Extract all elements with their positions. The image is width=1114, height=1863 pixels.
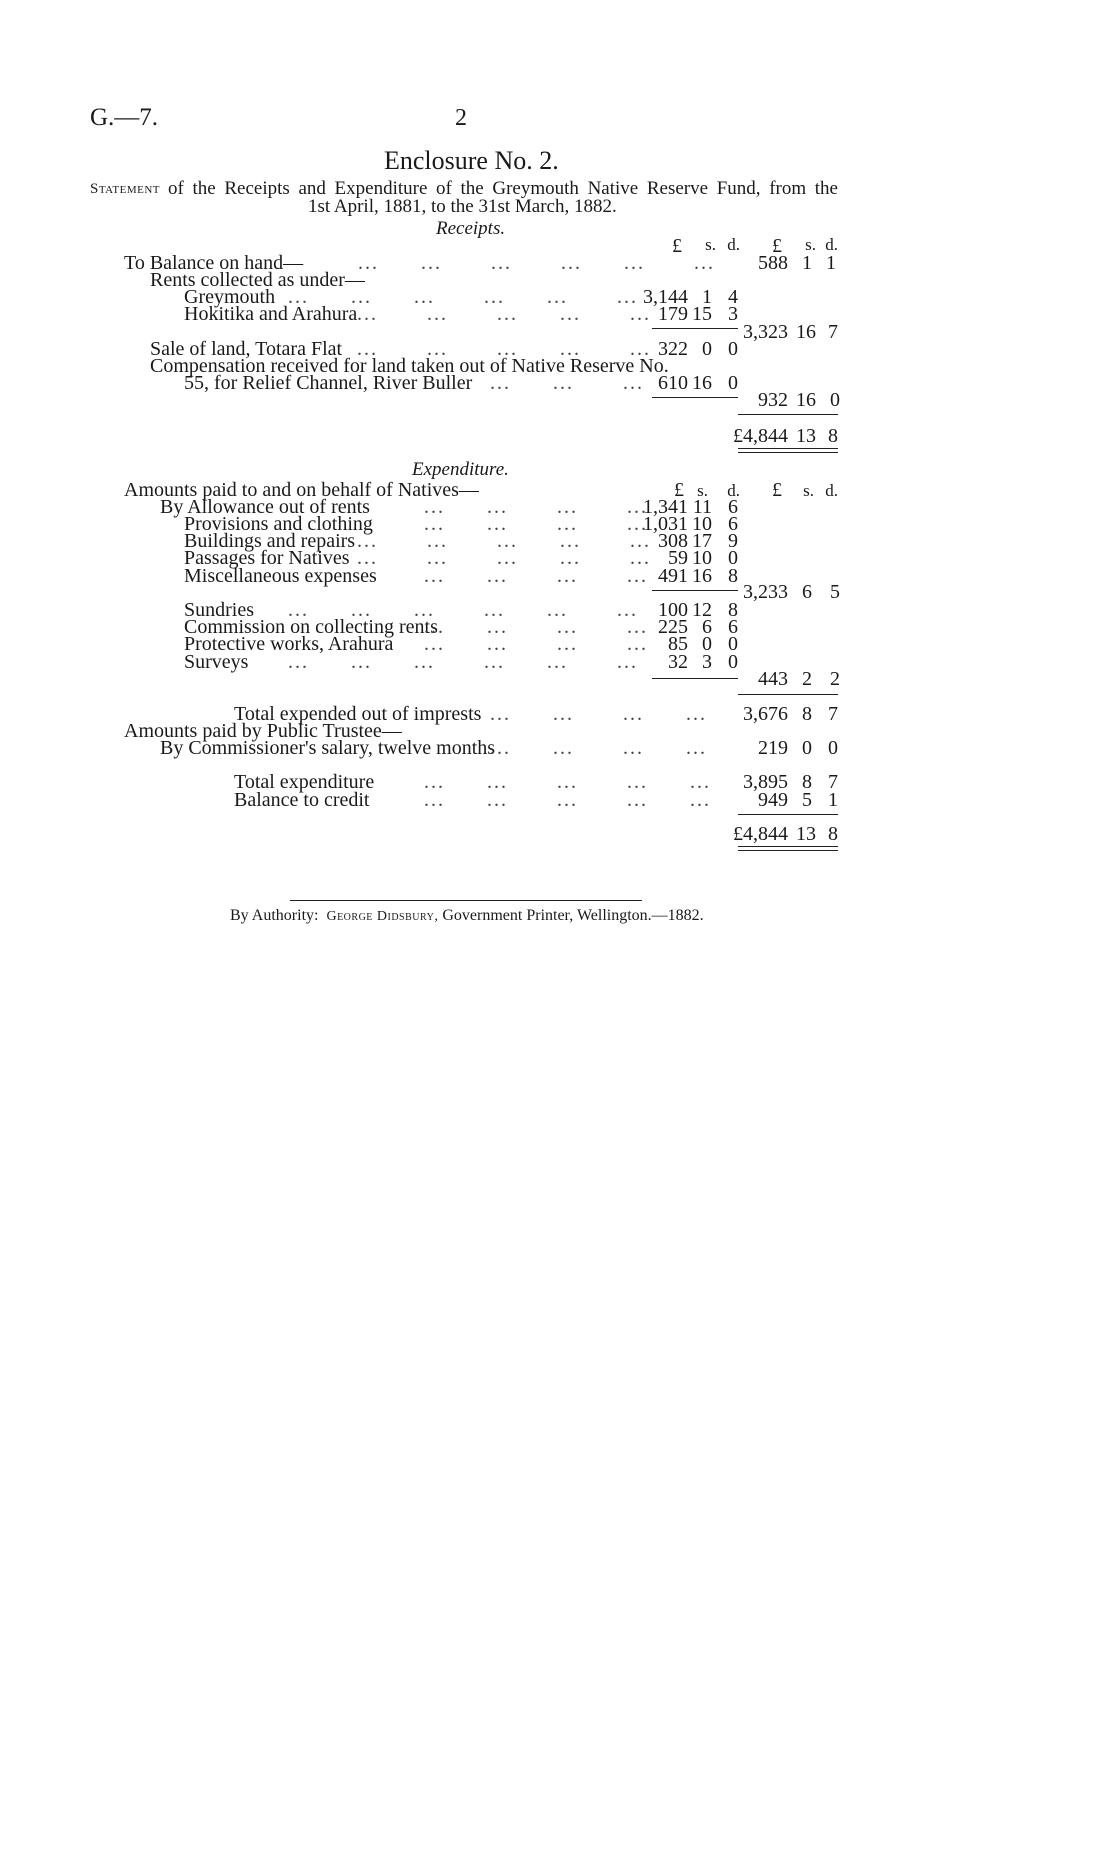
expense-pounds: 32: [668, 651, 688, 673]
expense-item-label: By Allowance out of rents: [160, 496, 370, 518]
greymouth-pounds: 3,144: [643, 286, 688, 308]
expense-item-label: Commission on collecting rents: [184, 616, 438, 638]
expense-pence: 6: [728, 616, 738, 638]
expense-pounds: 1,341: [643, 496, 688, 518]
leader-dots: ... ... ... ...: [424, 633, 648, 655]
footer-printer-details: Government Printer, Wellington.—1882.: [442, 907, 704, 924]
expense-shillings: 17: [692, 530, 712, 552]
expense-item-label: Protective works, Arahura: [184, 633, 394, 655]
total-expenditure-pence: 7: [828, 771, 838, 793]
expense-pounds: 1,031: [643, 513, 688, 535]
other-total-pounds: 932: [758, 389, 788, 411]
expense-shillings: 0: [702, 633, 712, 655]
subtotal-rule: [652, 590, 738, 591]
salary-pounds: 219: [758, 737, 788, 759]
hokitika-label: Hokitika and Arahura: [184, 303, 358, 325]
balance-pounds: 588: [758, 252, 788, 274]
total-expenditure-shillings: 8: [802, 771, 812, 793]
subtotal2-pounds: 443: [758, 668, 788, 690]
balance-to-credit-label: Balance to credit: [234, 789, 370, 811]
imprests-label: Total expended out of imprests: [234, 703, 482, 725]
expenditure-col-pence-1: d.: [727, 481, 740, 500]
expense-pence: 8: [728, 599, 738, 621]
balance-on-hand-label: To Balance on hand—: [124, 252, 304, 274]
footer-printer-name: George Didsbury,: [326, 909, 439, 924]
leader-dots: ... ... ... ... ...: [424, 789, 711, 811]
hokitika-pence: 3: [728, 303, 738, 325]
rents-label: Rents collected as under—: [150, 269, 365, 291]
subtotal-rule: [652, 678, 738, 679]
balance-to-credit-shillings: 5: [802, 789, 812, 811]
compensation-shillings: 16: [692, 372, 712, 394]
leader-dots: ... ... ... ... ... ...: [288, 286, 638, 308]
hokitika-shillings: 15: [692, 303, 712, 325]
expense-shillings: 12: [692, 599, 712, 621]
hokitika-pounds: 179: [658, 303, 688, 325]
receipts-col-pound-2: £: [772, 235, 782, 257]
receipts-col-pence-1: d.: [727, 235, 740, 254]
leader-dots: ... ... ...: [490, 372, 644, 394]
sale-pounds: 322: [658, 338, 688, 360]
statement-lead: Statement: [90, 181, 161, 197]
balance-to-credit-pence: 1: [828, 789, 838, 811]
total-expenditure-label: Total expenditure: [234, 771, 375, 793]
expense-item-label: Buildings and repairs: [184, 530, 356, 552]
footer-imprint: [230, 907, 704, 925]
receipts-col-pence-2: d.: [825, 235, 838, 254]
leader-dots: ... ... ... ... ...: [424, 771, 711, 793]
balance-shillings: 1: [802, 252, 812, 274]
receipts-grand-total-shillings: 13: [796, 425, 816, 447]
leader-dots: ... ... ... ...: [490, 703, 707, 725]
amounts-paid-label: Amounts paid to and on behalf of Natives—: [124, 479, 479, 501]
sale-shillings: 0: [702, 338, 712, 360]
leader-dots: ... ... ... ...: [424, 616, 648, 638]
salary-label: By Commissioner's salary, twelve months: [160, 737, 496, 759]
leader-dots: ... ... ... ... ... ...: [288, 651, 638, 673]
greymouth-label: Greymouth: [184, 286, 276, 308]
expense-item-label: Surveys: [184, 651, 249, 673]
expense-shillings: 6: [702, 616, 712, 638]
imprests-shillings: 8: [802, 703, 812, 725]
subtotal-rule: [652, 328, 738, 329]
expense-pounds: 308: [658, 530, 688, 552]
receipts-col-shilling-1: s.: [705, 235, 716, 254]
expenditure-grand-total-pounds: £4,844: [733, 823, 788, 845]
expenditure-heading: Expenditure.: [412, 459, 509, 480]
expense-shillings: 10: [692, 513, 712, 535]
rents-total-shillings: 16: [796, 321, 816, 343]
expense-pounds: 225: [658, 616, 688, 638]
expenditure-col-pence-2: d.: [825, 481, 838, 500]
subtotal1-pounds: 3,233: [743, 581, 788, 603]
receipts-heading: Receipts.: [436, 218, 506, 239]
leader-dots: ... ... ... ...: [490, 737, 707, 759]
balance-pence: 1: [826, 252, 836, 274]
footer-authority: By Authority:: [230, 907, 319, 924]
compensation-pence: 0: [728, 372, 738, 394]
greymouth-shillings: 1: [702, 286, 712, 308]
salary-pence: 0: [828, 737, 838, 759]
total-expenditure-pounds: 3,895: [743, 771, 788, 793]
imprests-pence: 7: [828, 703, 838, 725]
expense-pence: 6: [728, 513, 738, 535]
expense-pence: 8: [728, 565, 738, 587]
expense-pounds: 491: [658, 565, 688, 587]
expense-pence: 0: [728, 547, 738, 569]
rents-total-pounds: 3,323: [743, 321, 788, 343]
expenditure-col-pound-1: £: [674, 479, 684, 501]
document-code: G.—7.: [90, 104, 159, 131]
subtotal-rule: [652, 397, 738, 398]
expense-item-label: Miscellaneous expenses: [184, 565, 377, 587]
other-total-shillings: 16: [796, 389, 816, 411]
total-rule: [738, 694, 838, 695]
subtotal1-pence: 5: [830, 581, 840, 603]
statement-line-2: 1st April, 1881, to the 31st March, 1882.: [308, 196, 617, 217]
expense-pence: 6: [728, 496, 738, 518]
sale-label: Sale of land, Totara Flat: [150, 338, 343, 360]
page-title: Enclosure No. 2.: [384, 146, 559, 175]
receipts-grand-total-pence: 8: [828, 425, 838, 447]
sale-pence: 0: [728, 338, 738, 360]
expense-pounds: 59: [668, 547, 688, 569]
subtotal1-shillings: 6: [802, 581, 812, 603]
total-rule: [738, 814, 838, 815]
expense-item-label: Sundries: [184, 599, 254, 621]
expense-pounds: 100: [658, 599, 688, 621]
expense-item-label: Passages for Natives: [184, 547, 350, 569]
subtotal2-shillings: 2: [802, 668, 812, 690]
expenditure-col-shilling-1: s.: [697, 481, 708, 500]
expense-pence: 9: [728, 530, 738, 552]
compensation-label-1: Compensation received for land taken out of Native Reserve No.: [150, 355, 669, 377]
statement-description: of the Receipts and Expenditure of the Greymouth Native Reserve Fund, from the: [168, 178, 838, 199]
expense-pence: 0: [728, 651, 738, 673]
expenditure-col-shilling-2: s.: [803, 481, 814, 500]
imprests-pounds: 3,676: [743, 703, 788, 725]
expenditure-grand-total-pence: 8: [828, 823, 838, 845]
expenditure-col-pound-2: £: [772, 479, 782, 501]
leader-dots: ... ... ... ...: [424, 565, 648, 587]
grand-total-double-rule: [738, 846, 838, 851]
expense-shillings: 11: [692, 496, 712, 518]
page-number: 2: [455, 105, 467, 131]
compensation-pounds: 610: [658, 372, 688, 394]
footer-rule: [290, 900, 642, 901]
expense-pence: 0: [728, 633, 738, 655]
leader-dots: ... ... ... ... ...: [357, 338, 651, 360]
leader-dots: ... ... ... ... ... ...: [288, 599, 638, 621]
public-trustee-label: Amounts paid by Public Trustee—: [124, 720, 402, 742]
expense-shillings: 16: [692, 565, 712, 587]
expense-shillings: 3: [702, 651, 712, 673]
expenditure-grand-total-shillings: 13: [796, 823, 816, 845]
greymouth-pence: 4: [728, 286, 738, 308]
leader-dots: ... ... ... ... ...: [357, 303, 651, 325]
other-total-pence: 0: [830, 389, 840, 411]
rents-total-pence: 7: [828, 321, 838, 343]
receipts-grand-total-pounds: £4,844: [733, 425, 788, 447]
compensation-label-2: 55, for Relief Channel, River Buller: [184, 372, 473, 394]
leader-dots: ... ... ... ... ...: [357, 547, 651, 569]
grand-total-double-rule: [738, 448, 838, 453]
leader-dots: ... ... ... ... ...: [357, 530, 651, 552]
leader-dots: ... ... ... ...: [424, 496, 648, 518]
expense-item-label: Provisions and clothing: [184, 513, 373, 535]
subtotal2-pence: 2: [830, 668, 840, 690]
leader-dots: ... ... ... ...: [424, 513, 648, 535]
balance-to-credit-pounds: 949: [758, 789, 788, 811]
receipts-col-pound-1: £: [672, 235, 682, 257]
receipts-col-shilling-2: s.: [805, 235, 816, 254]
leader-dots: ... ... ... ... ... ...: [358, 252, 715, 274]
expense-shillings: 10: [692, 547, 712, 569]
salary-shillings: 0: [802, 737, 812, 759]
expense-pounds: 85: [668, 633, 688, 655]
total-rule: [738, 414, 838, 415]
